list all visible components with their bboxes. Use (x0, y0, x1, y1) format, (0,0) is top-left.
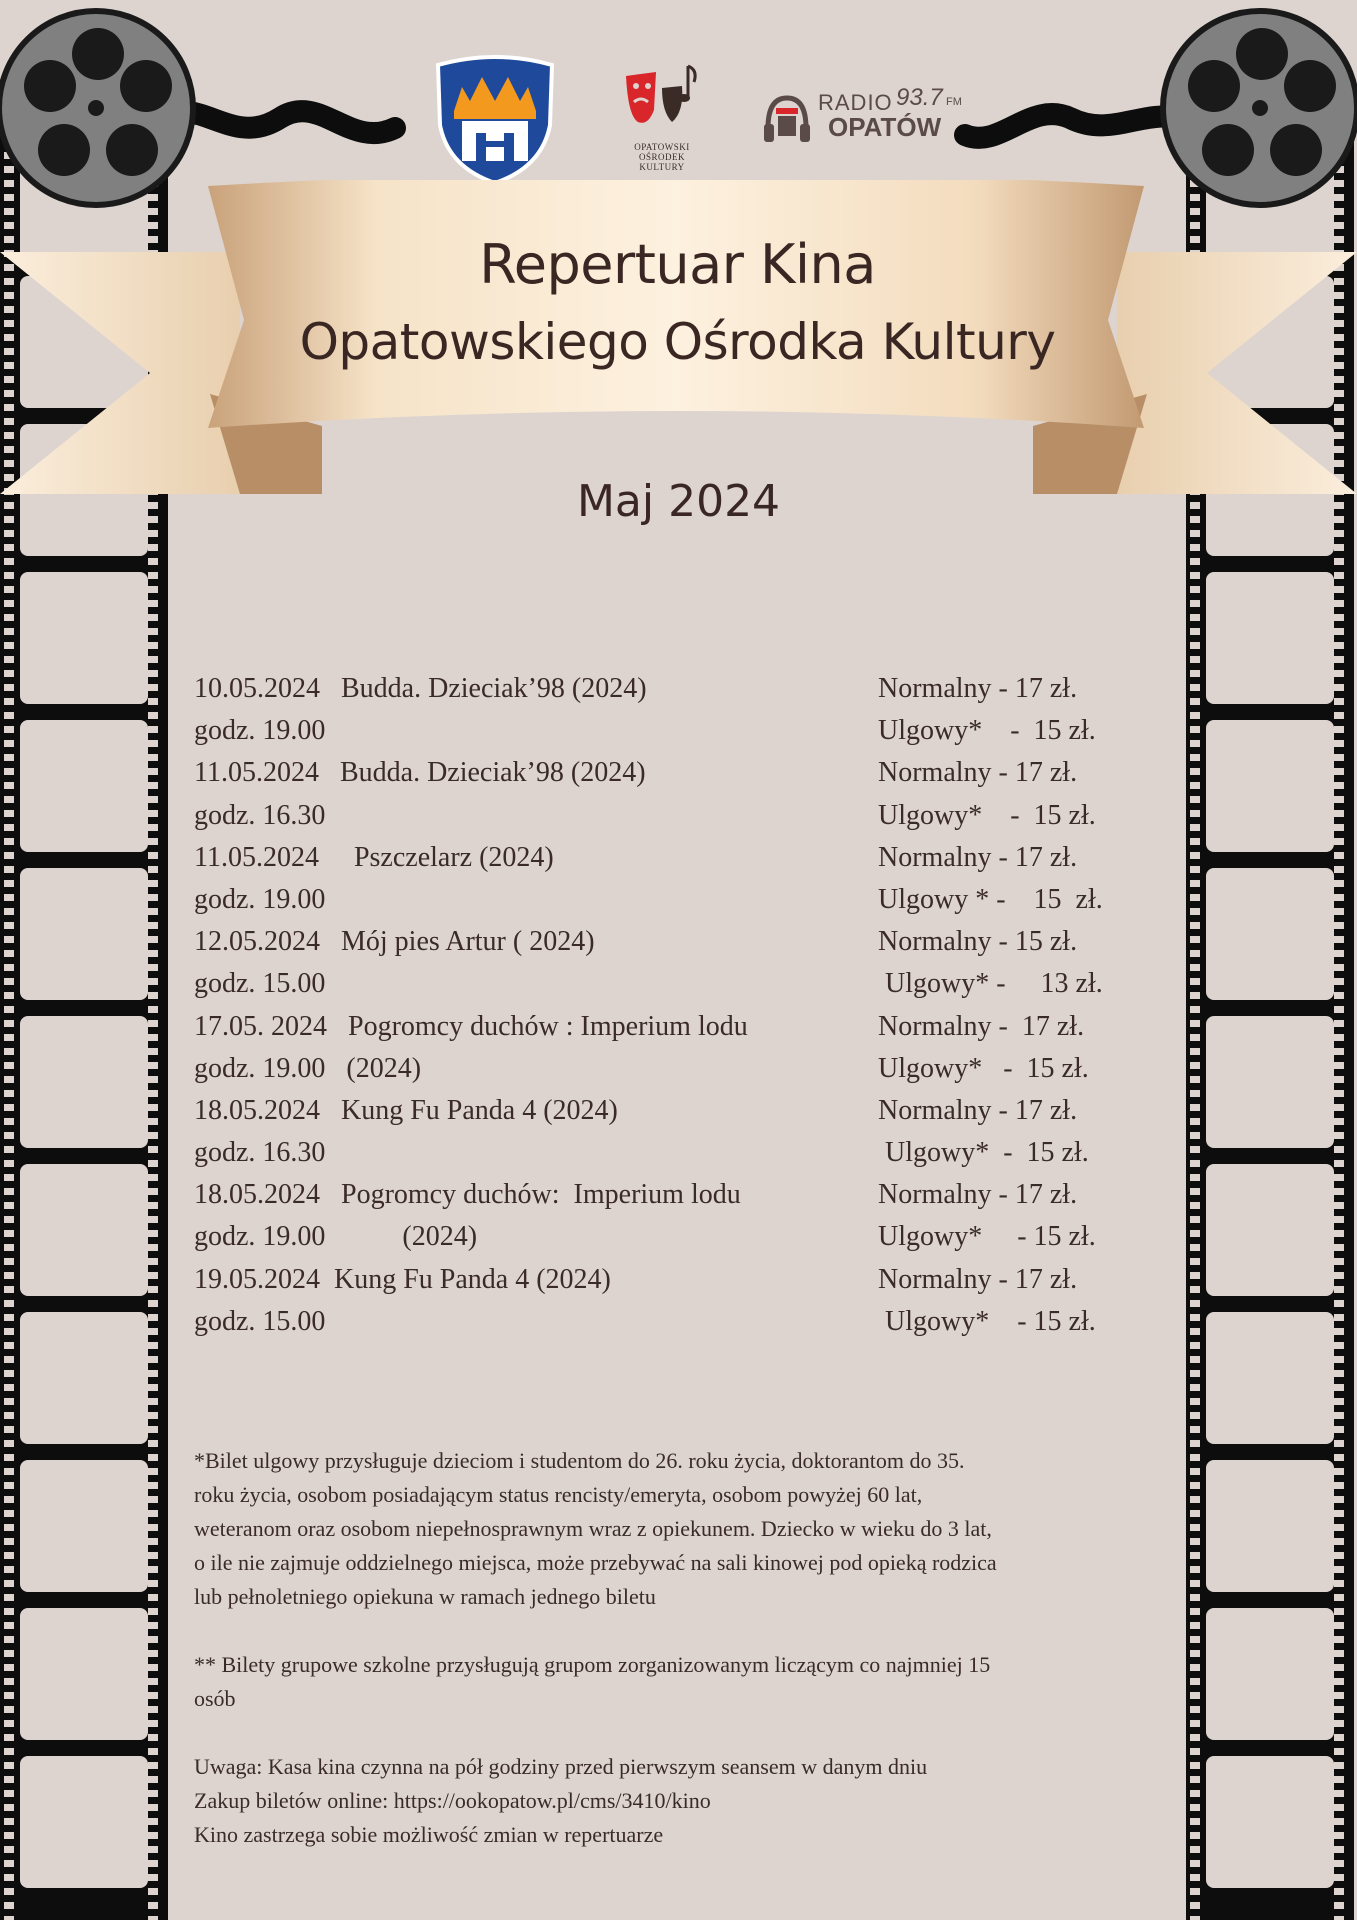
footnotes (194, 1444, 1174, 1852)
ticket-price: Ulgowy* - 15 zł. (878, 1052, 1089, 1084)
film-frame (20, 1608, 148, 1740)
ticket-price: Ulgowy* - 15 zł. (878, 1221, 1096, 1253)
info-note (194, 1750, 1174, 1852)
ticket-price: Normalny - 17 zł. (878, 1179, 1078, 1211)
grupowe-note: ** Bilety grupowe szkolne przysługują grupom zorganizowanym liczącym co najmniej 15 osób (194, 1652, 991, 1711)
box-office-note: Uwaga: Kasa kina czynna na pół godziny przed pierwszym seansem w danym dniu (194, 1754, 928, 1779)
headphones-icon (762, 92, 812, 146)
film-frame (20, 1164, 148, 1296)
schedule-row (194, 795, 1124, 837)
schedule-row (194, 668, 1124, 710)
schedule-row (194, 1048, 1124, 1090)
title-line-1: Repertuar Kina (479, 233, 876, 296)
screening-title: 19.05.2024 Kung Fu Panda 4 (2024) (194, 1263, 611, 1295)
screening-time: godz. 15.00 (194, 968, 326, 1000)
ticket-price: Ulgowy * - 15 zł. (878, 883, 1103, 915)
screening-title: 11.05.2024 Pszczelarz (2024) (194, 841, 554, 873)
film-frame (1206, 1016, 1334, 1148)
ticket-price: Normalny - 17 zł. (878, 1094, 1078, 1126)
screening-title: 17.05. 2024 Pogromcy duchów : Imperium lodu (194, 1010, 748, 1042)
film-frame (20, 1756, 148, 1888)
screening-title: 10.05.2024 Budda. Dzieciak’98 (2024) (194, 673, 647, 704)
screening-title: 11.05.2024 Budda. Dzieciak’98 (2024) (194, 757, 646, 789)
radio-opatow-logo (762, 84, 962, 148)
ticket-price: Ulgowy* - 15 zł. (878, 1137, 1089, 1169)
schedule-row (194, 1132, 1124, 1174)
schedule-row (194, 1006, 1124, 1048)
radio-word: RADIO (818, 90, 893, 115)
film-reel-icon (1160, 8, 1357, 208)
screening-time: godz. 19.00 (194, 715, 326, 747)
okk-logo (622, 60, 702, 180)
film-frame (20, 1460, 148, 1592)
radio-name: OPATÓW (828, 112, 942, 142)
schedule-row (194, 1174, 1124, 1216)
schedule-row (194, 1216, 1124, 1258)
screening-title: 12.05.2024 Mój pies Artur ( 2024) (194, 926, 595, 958)
film-frame (1206, 1312, 1334, 1444)
film-frame (1206, 868, 1334, 1000)
schedule-row (194, 837, 1124, 879)
film-frame (1206, 1608, 1334, 1740)
screening-title: 18.05.2024 Pogromcy duchów: Imperium lodu (194, 1179, 741, 1211)
film-frame (1206, 720, 1334, 852)
ticket-price: Normalny - 15 zł. (878, 926, 1078, 958)
screening-time: godz. 15.00 (194, 1305, 326, 1337)
film-frame (1206, 1460, 1334, 1592)
schedule-row (194, 1090, 1124, 1132)
month-heading: Maj 2024 (576, 476, 781, 527)
okk-logo-text: OPATOWSKI OŚRODEK KULTURY (634, 142, 690, 172)
ticket-price: Normalny - 17 zł. (878, 841, 1078, 873)
screening-time: godz. 19.00 (2024) (194, 1221, 478, 1253)
ticket-price: Ulgowy* - 15 zł. (878, 1305, 1096, 1337)
schedule-row (194, 1301, 1124, 1343)
schedule-row (194, 921, 1124, 963)
film-frame (1206, 1164, 1334, 1296)
online-tickets-link[interactable]: Zakup biletów online: https://ookopatow.pl/cms/3410/kino (194, 1788, 711, 1813)
film-frame (20, 868, 148, 1000)
schedule-row (194, 963, 1124, 1005)
title-line-2: Opatowskiego Ośrodka Kultury (299, 313, 1056, 371)
film-frame (20, 1016, 148, 1148)
film-frame (1206, 572, 1334, 704)
screening-title: 18.05.2024 Kung Fu Panda 4 (2024) (194, 1094, 618, 1126)
opatow-crest-logo (432, 55, 558, 185)
schedule-row (194, 1259, 1124, 1301)
film-reel-icon (0, 8, 196, 208)
ticket-price: Normalny - 17 zł. (878, 1263, 1078, 1295)
schedule-row (194, 710, 1124, 752)
page-title (210, 228, 1145, 382)
radio-fm: FM (946, 96, 962, 108)
radio-frequency: 93.7 (896, 84, 943, 111)
screening-time: godz. 16.30 (194, 799, 326, 831)
ticket-price: Ulgowy* - 13 zł. (878, 968, 1103, 1000)
screening-time: godz. 16.30 (194, 1137, 326, 1169)
screening-time: godz. 19.00 (194, 883, 326, 915)
ulgowy-note: *Bilet ulgowy przysługuje dzieciom i studentom do 26. roku życia, doktorantom do 35. roku życia, osobom posiadającym status rencisty/emeryta, osobom powyżej 60 lat, weteranom oraz osobom niepełnosprawnym wraz z opiekunem. Dziecko w wieku do 3 lat, o ile nie zajmuje oddzielnego miejsca, może przebywać na sali kinowej pod opieką rodzica lub pełnoletniego opiekuna w ramach jednego biletu (194, 1448, 997, 1609)
ticket-price: Normalny - 17 zł. (878, 673, 1078, 704)
screening-time: godz. 19.00 (2024) (194, 1052, 422, 1084)
ticket-price: Normalny - 17 zł. (878, 757, 1078, 789)
film-frame (20, 1312, 148, 1444)
schedule-row (194, 752, 1124, 794)
ticket-price: Ulgowy* - 15 zł. (878, 799, 1096, 831)
ticket-price: Ulgowy* - 15 zł. (878, 715, 1096, 747)
changes-disclaimer: Kino zastrzega sobie możliwość zmian w repertuarze (194, 1822, 664, 1847)
film-frame (20, 720, 148, 852)
schedule-list (194, 668, 1124, 1343)
film-frame (20, 572, 148, 704)
film-frame (1206, 1756, 1334, 1888)
theatre-mask-icon (622, 60, 702, 140)
ticket-price: Normalny - 17 zł. (878, 1010, 1085, 1042)
schedule-row (194, 879, 1124, 921)
